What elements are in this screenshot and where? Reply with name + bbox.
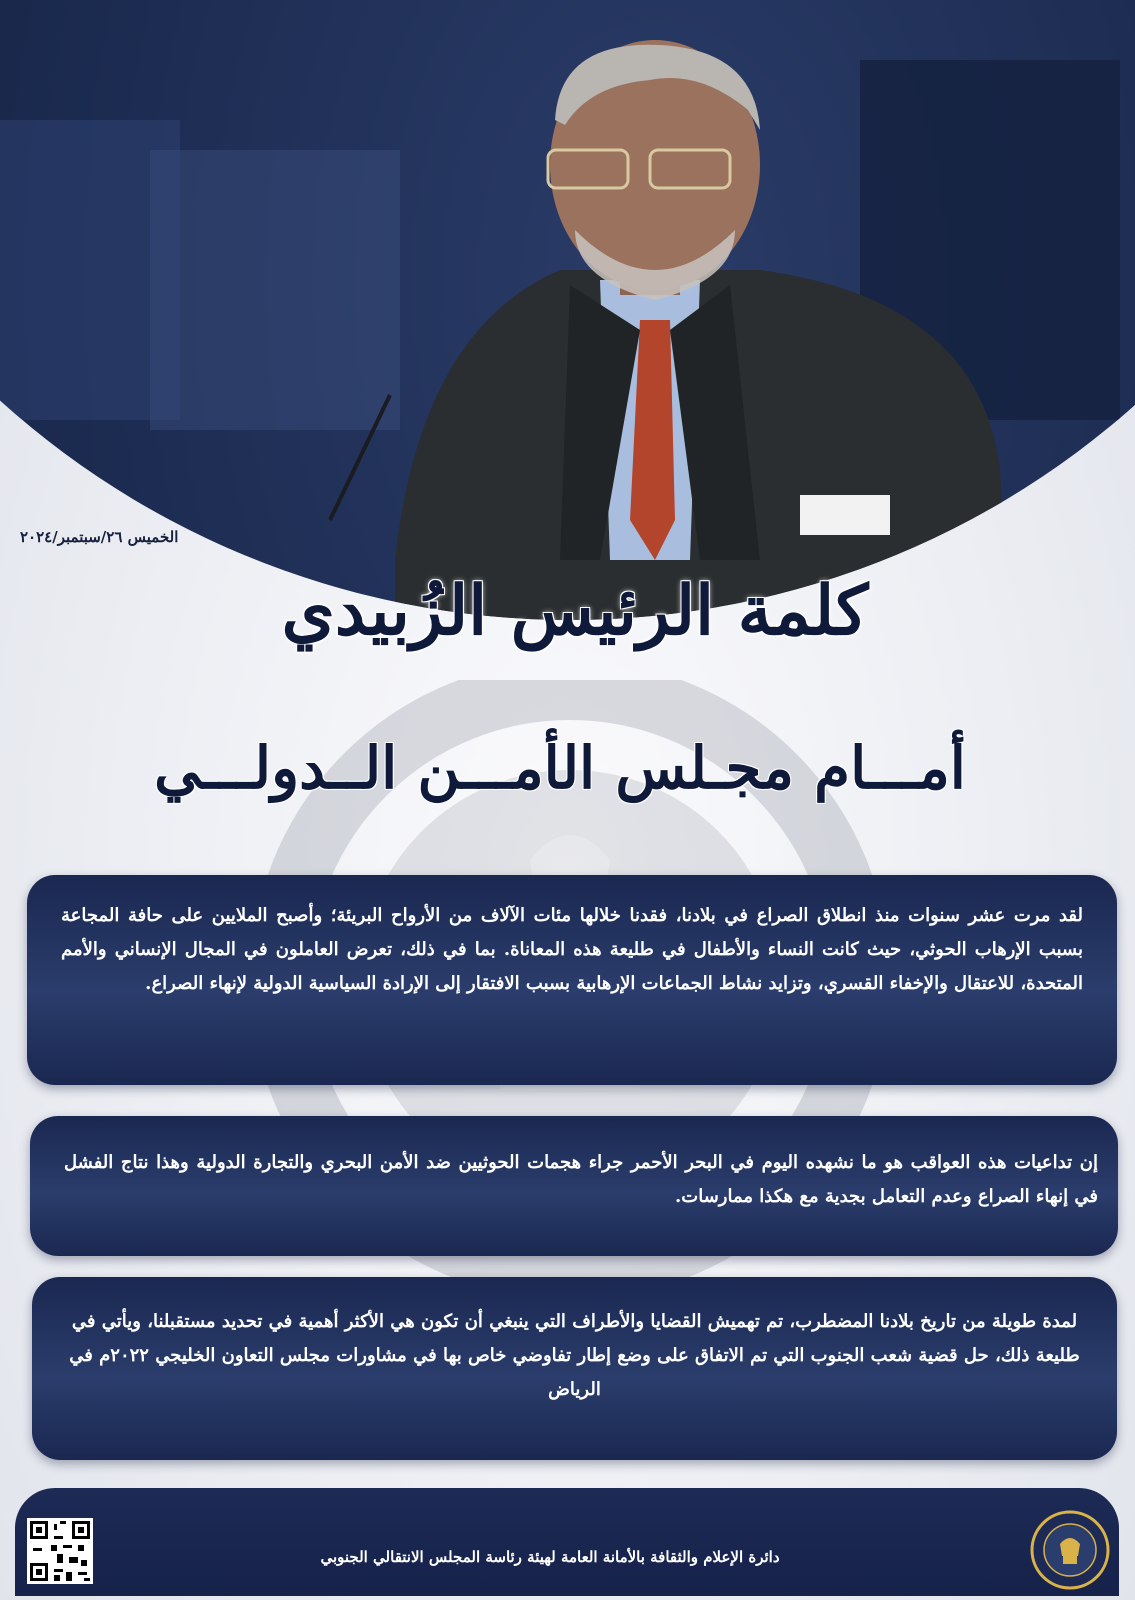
footer-bar — [15, 1488, 1119, 1596]
date-label: الخميس ٢٦/سبتمبر/٢٠٢٤ — [20, 528, 179, 546]
emblem-graphic — [1030, 1510, 1110, 1590]
paragraph-card-2: إن تداعيات هذه العواقب هو ما نشهده اليوم في البحر الأحمر جراء هجمات الحوثيين ضد الأمن البحري والتجارة الدولية وهذا نتاج الفشل في إنهاء الصراع وعدم التعامل بجدية مع هكذا ممارسات. — [30, 1116, 1118, 1256]
paragraph-card-1: لقد مرت عشر سنوات منذ انطلاق الصراع في بلادنا، فقدنا خلالها مئات الآلاف من الأرواح البريئة؛ وأصبح الملايين على حافة المجاعة بسبب الإرهاب الحوثي، حيث كانت النساء والأطفال في طليعة هذه المعاناة. بما في ذلك، تعرض العاملون في المجال الإنساني والأمم المتحدة، للاعتقال والإخفاء القسري، وتزايد نشاط الجماعات الإرهابية بسبب الافتقار إلى الإرادة السياسية الدولية لإنهاء الصراع. — [27, 875, 1117, 1085]
council-emblem-icon — [1030, 1510, 1110, 1590]
page-subtitle: أمـــام مجـلس الأمـــن الــدولـــي — [154, 734, 966, 803]
speaker-photo-illustration — [0, 0, 1135, 620]
footer-text: دائرة الإعلام والثقافة بالأمانة العامة لهيئة رئاسة المجلس الانتقالي الجنوبي — [320, 1548, 780, 1566]
page-title: كلمة الرئيس الزُبيدي — [281, 570, 869, 651]
header-photo — [0, 0, 1135, 620]
paragraph-card-3: لمدة طويلة من تاريخ بلادنا المضطرب، تم تهميش القضايا والأطراف التي ينبغي أن تكون هي الأكثر أهمية في تحديد مستقبلنا، ويأتي في طليعة ذلك، حل قضية شعب الجنوب التي تم الاتفاق على وضع إطار تفاوضي خاص بها في مشاورات مجلس التعاون الخليجي ٢٠٢٢م في الرياض — [32, 1277, 1117, 1460]
qr-pattern — [27, 1518, 93, 1584]
qr-code-icon[interactable] — [27, 1518, 93, 1584]
